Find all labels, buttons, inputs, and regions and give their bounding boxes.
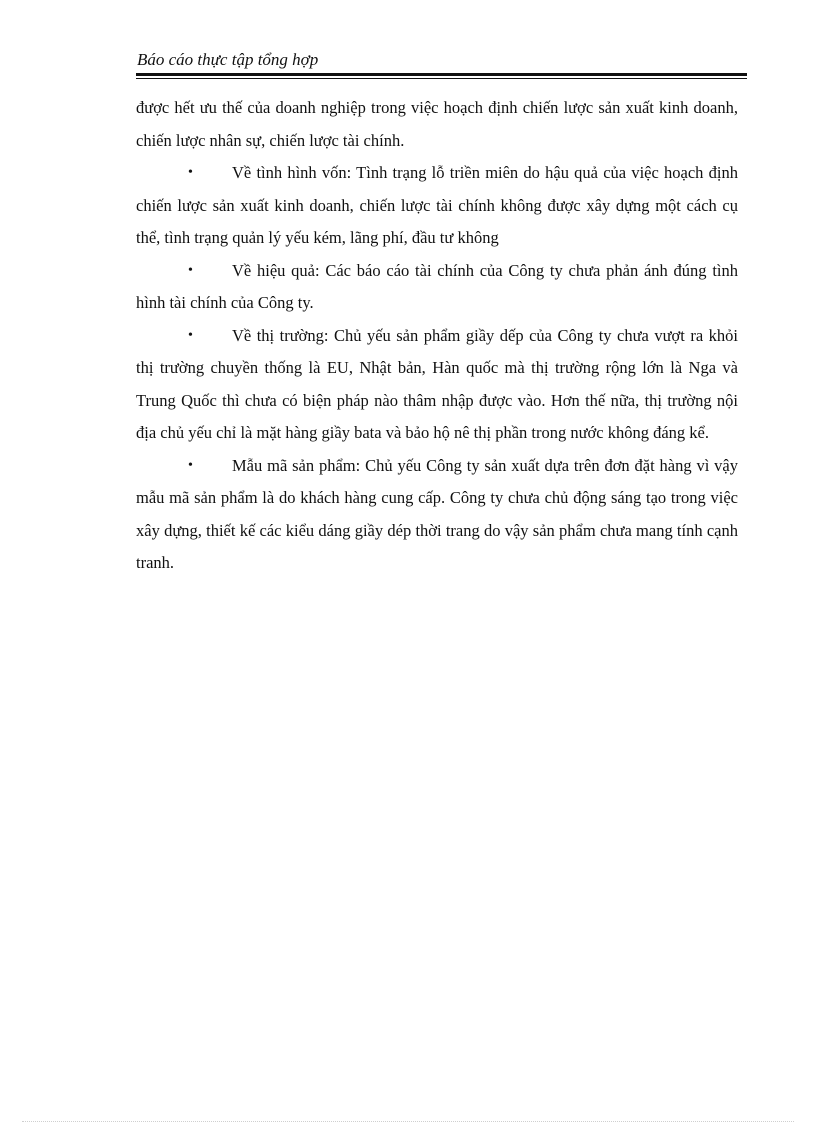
bullet-paragraph-design: [136, 450, 738, 580]
paragraph-continuation: được hết ưu thế của doanh nghiệp trong việc hoạch định chiến lược sản xuất kinh doanh, chiến lược nhân sự, chiến lược tài chính.: [136, 98, 738, 150]
bullet-paragraph-efficiency: [136, 255, 738, 320]
page-bottom-dotted-border: [22, 1121, 794, 1122]
bullet-icon: •: [188, 262, 193, 278]
bullet-icon: •: [188, 327, 193, 343]
bullet-text: Mẫu mã sản phẩm: Chủ yếu Công ty sản xuất dựa trên đơn đặt hàng vì vậy mẫu mã sản phẩm là do khách hàng cung cấp. Công ty chưa chủ động sáng tạo trong việc xây dựng, thiết kế các kiểu dáng giầy dép thời trang do vậy sản phẩm chưa mang tính cạnh tranh.: [136, 455, 738, 572]
bullet-paragraph-market: [136, 320, 738, 450]
header-rule-thin: [136, 78, 747, 79]
bullet-icon: •: [188, 457, 193, 473]
bullet-text: Về hiệu quả: Các báo cáo tài chính của Công ty chưa phản ánh đúng tình hình tài chính của Công ty.: [136, 260, 738, 312]
bullet-icon: •: [188, 165, 193, 180]
bullet-paragraph-capital: [136, 157, 738, 255]
page-header: [136, 50, 747, 79]
bullet-text: Về tình hình vốn: Tình trạng lỗ triền miên do hậu quả của việc hoạch định chiến lược sản xuất kinh doanh, chiến lược tài chính không được xây dựng một cách cụ thể, tình trạng quản lý yếu kém, lãng phí, đầu tư không: [136, 163, 738, 247]
bullet-text: Về thị trường: Chủ yếu sản phẩm giầy dếp của Công ty chưa vượt ra khỏi thị trường chuyền thống là EU, Nhật bản, Hàn quốc mà thị trường rộng lớn là Nga và Trung Quốc thì chưa có biện pháp nào thâm nhập được vào. Hơn thế nữa, thị trường nội địa chủ yếu chỉ là mặt hàng giầy bata và bảo hộ nê thị phần trong nước không đáng kể.: [136, 325, 738, 442]
document-body: [136, 92, 738, 580]
header-title: Báo cáo thực tập tổng hợp: [137, 50, 319, 69]
